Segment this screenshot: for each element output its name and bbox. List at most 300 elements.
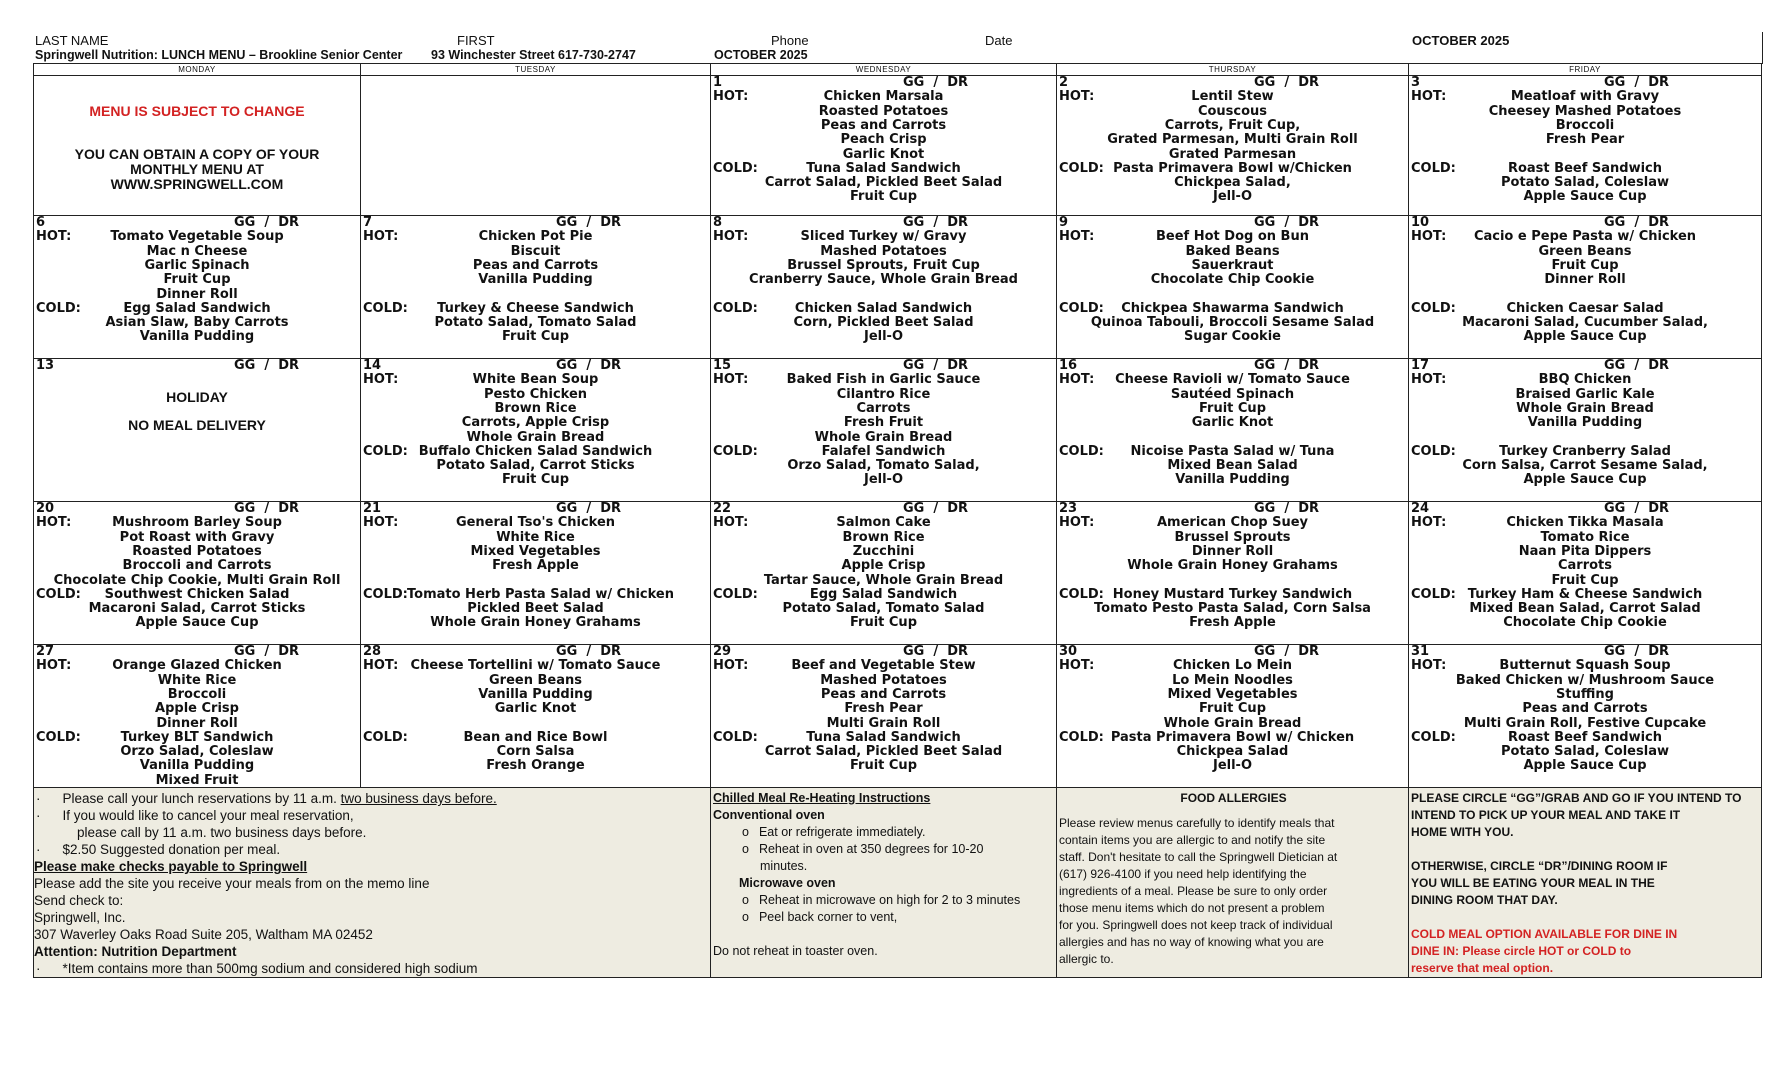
company-address: 307 Waverley Oaks Road Suite 205, Waltham MA 02452 (34, 927, 373, 942)
gg-instruction: INTEND TO PICK UP YOUR MEAL AND TAKE IT (1411, 808, 1681, 822)
hot-menu-item: Fruit Cup (1551, 572, 1619, 588)
hot-label: HOT: (1411, 229, 1447, 245)
cold-option-notice: DINE IN: Please circle HOT or COLD to (1411, 944, 1632, 958)
hot-menu-item: Cheese Ravioli w/ Tomato Sauce (1115, 372, 1350, 388)
hot-label: HOT: (1059, 89, 1095, 105)
dr-instruction: DINING ROOM THAT DAY. (1411, 893, 1558, 907)
cold-label: COLD: (36, 729, 81, 745)
cold-menu-item: Fruit Cup (849, 189, 917, 205)
cold-menu-item: Fruit Cup (501, 329, 569, 345)
gg-dr-option[interactable]: GG / DR (556, 645, 621, 659)
hot-menu-item: Sautéed Spinach (1170, 386, 1295, 402)
cold-menu-item: Chicken Salad Sandwich (794, 300, 973, 316)
cold-menu-item: Fruit Cup (501, 472, 569, 488)
day-cell-3 (1409, 76, 1761, 215)
hot-menu-item: Cheesey Mashed Potatoes (1488, 103, 1682, 119)
cold-label: COLD: (1411, 586, 1456, 602)
hot-label: HOT: (1059, 372, 1095, 388)
hot-menu-item: Brussel Sprouts, Fruit Cup (787, 257, 980, 273)
hot-menu-item: Whole Grain Bread (1516, 400, 1654, 416)
day-number: 10 (1411, 216, 1430, 230)
hot-menu-item: Fruit Cup (1198, 701, 1266, 717)
day-number: 20 (36, 502, 55, 516)
cold-menu-item: Falafel Sandwich (821, 443, 946, 459)
cold-menu-item: Roast Beef Sandwich (1507, 729, 1663, 745)
day-cell-22 (711, 502, 1056, 644)
cold-menu-item: Tuna Salad Sandwich (806, 160, 961, 176)
hot-menu-item: Fruit Cup (1198, 400, 1266, 416)
hot-menu-item: Fresh Fruit (843, 415, 924, 431)
cold-menu-item: Nicoise Pasta Salad w/ Tuna (1130, 443, 1335, 459)
attention-line: Attention: Nutrition Department (34, 944, 237, 959)
cold-menu-item: Pasta Primavera Bowl w/ Chicken (1110, 729, 1355, 745)
month-title-right: OCTOBER 2025 (1412, 33, 1510, 48)
hot-menu-item: Peas and Carrots (1522, 701, 1648, 717)
hot-menu-item: Whole Grain Honey Grahams (1127, 558, 1338, 574)
copy-notice-line: YOU CAN OBTAIN A COPY OF YOUR (74, 146, 320, 162)
hot-label: HOT: (363, 515, 399, 531)
cold-menu-item: Apple Sauce Cup (1523, 758, 1647, 774)
cold-menu-item: Fresh Orange (486, 758, 585, 774)
day-number: 8 (713, 216, 723, 230)
hot-label: HOT: (363, 658, 399, 674)
hot-menu-item: Naan Pita Dippers (1518, 543, 1652, 559)
day-cell-10 (1409, 216, 1761, 358)
cold-menu-item: Macaroni Salad, Carrot Sticks (88, 601, 306, 617)
hot-menu-item: Cheese Tortellini w/ Tomato Sauce (410, 658, 661, 674)
hot-menu-item: Broccoli and Carrots (122, 558, 272, 574)
hot-menu-item: Multi Grain Roll (826, 715, 941, 731)
hot-label: HOT: (36, 658, 72, 674)
gg-dr-option[interactable]: GG / DR (1254, 502, 1319, 516)
hot-menu-item: White Bean Soup (472, 372, 599, 388)
phone-label: Phone (771, 33, 809, 48)
cold-menu-item: Bean and Rice Bowl (463, 729, 608, 745)
cold-menu-item: Roast Beef Sandwich (1507, 160, 1663, 176)
hot-menu-item: Beef and Vegetable Stew (791, 658, 976, 674)
day-number: 1 (713, 76, 723, 90)
hot-menu-item: Apple Crisp (841, 558, 926, 574)
hot-menu-item: Lentil Stew (1191, 89, 1274, 105)
day-number: 6 (36, 216, 46, 230)
day-number: 13 (36, 359, 55, 373)
cold-menu-item: Chickpea Salad (1176, 744, 1289, 760)
cold-menu-item: Corn, Pickled Beet Salad (793, 315, 974, 331)
cold-menu-item: Sugar Cookie (1184, 329, 1281, 345)
gg-dr-option[interactable]: GG / DR (556, 216, 621, 230)
gg-instruction: PLEASE CIRCLE “GG”/GRAB AND GO IF YOU INTEND TO (1411, 791, 1742, 805)
cold-menu-item: Potato Salad, Coleslaw (1501, 175, 1669, 191)
cold-menu-item: Jell-O (863, 329, 903, 345)
allergy-text-line: those menu items which do not present a problem (1059, 901, 1325, 915)
bullet-icon: · (36, 842, 41, 857)
hot-menu-item: Cilantro Rice (836, 386, 931, 402)
hot-menu-item: Green Beans (489, 672, 582, 688)
first-name-label: FIRST (457, 33, 495, 48)
day-cell-15 (711, 359, 1056, 501)
hot-menu-item: Cranberry Sauce, Whole Grain Bread (749, 272, 1018, 288)
day-cell-1 (711, 76, 1056, 215)
hot-menu-item: Dinner Roll (1544, 272, 1626, 288)
gg-dr-option[interactable]: GG / DR (1604, 359, 1669, 373)
hot-menu-item: Fresh Pear (1545, 132, 1625, 148)
cold-menu-item: Egg Salad Sandwich (809, 586, 958, 602)
hot-menu-item: Chicken Marsala (823, 89, 944, 105)
org-title: Springwell Nutrition: LUNCH MENU – Brookline Senior Center (35, 48, 403, 62)
bullet-circle-icon: o (742, 910, 749, 924)
allergy-text-line: contain items you are allergic to and notify the site (1059, 833, 1326, 847)
cold-label: COLD: (713, 443, 758, 459)
conventional-step-cont: minutes. (760, 859, 808, 873)
hot-label: HOT: (1059, 229, 1095, 245)
reservation-line-1: Please call your lunch reservations by 11 a.m. (62, 791, 341, 806)
cold-label: COLD: (36, 300, 81, 316)
hot-menu-item: Peas and Carrots (472, 257, 599, 273)
hot-label: HOT: (713, 372, 749, 388)
dr-instruction: OTHERWISE, CIRCLE “DR”/DINING ROOM IF (1411, 859, 1668, 873)
cold-label: COLD: (713, 586, 758, 602)
day-cell-2 (1057, 76, 1408, 215)
hot-menu-item: BBQ Chicken (1538, 372, 1632, 388)
allergy-text-line: allergic to. (1059, 952, 1114, 966)
day-number: 23 (1059, 502, 1078, 516)
hot-menu-item: Chocolate Chip Cookie, Multi Grain Roll (53, 572, 341, 588)
cancel-line-2: please call by 11 a.m. two business days before. (77, 825, 367, 840)
cold-menu-item: Chicken Caesar Salad (1506, 300, 1664, 316)
gg-dr-option[interactable]: GG / DR (234, 359, 299, 373)
hot-menu-item: Fresh Pear (844, 701, 923, 717)
dr-instruction: YOU WILL BE EATING YOUR MEAL IN THE (1411, 876, 1655, 890)
cold-menu-item: Asian Slaw, Baby Carrots (105, 315, 289, 331)
hot-menu-item: Fruit Cup (1551, 257, 1619, 273)
gg-dr-option[interactable]: GG / DR (903, 502, 968, 516)
gg-dr-option[interactable]: GG / DR (556, 502, 621, 516)
hot-menu-item: Garlic Knot (842, 146, 925, 162)
hot-label: HOT: (713, 515, 749, 531)
cold-menu-item: Honey Mustard Turkey Sandwich (1112, 586, 1353, 602)
cold-menu-item: Fresh Apple (1189, 615, 1276, 631)
hot-menu-item: Biscuit (510, 243, 561, 259)
gg-dr-option[interactable]: GG / DR (1604, 645, 1669, 659)
hot-menu-item: Brown Rice (842, 529, 925, 545)
day-cell-7 (361, 216, 710, 358)
food-allergies (1057, 788, 1408, 977)
gg-dr-option[interactable]: GG / DR (903, 76, 968, 90)
cold-menu-item: Apple Sauce Cup (1523, 189, 1647, 205)
hot-menu-item: Peas and Carrots (820, 686, 947, 702)
grab-and-go-instructions (1409, 788, 1761, 977)
hot-label: HOT: (1411, 89, 1447, 105)
cold-label: COLD: (713, 729, 758, 745)
hot-menu-item: Orange Glazed Chicken (112, 658, 282, 674)
company-name: Springwell, Inc. (34, 910, 126, 925)
cold-label: COLD: (1411, 443, 1456, 459)
grid-line (33, 977, 1762, 978)
cold-label: COLD: (1411, 729, 1456, 745)
hot-menu-item: White Rice (157, 672, 237, 688)
cold-label: COLD: (1059, 586, 1104, 602)
cold-option-notice: COLD MEAL OPTION AVAILABLE FOR DINE IN (1411, 927, 1678, 941)
cold-menu-item: Southwest Chicken Salad (104, 586, 290, 602)
day-name-tuesday: TUESDAY (515, 65, 556, 74)
day-cell-29 (711, 645, 1056, 787)
hot-menu-item: Chicken Tikka Masala (1506, 515, 1664, 531)
allergy-title: FOOD ALLERGIES (1180, 791, 1287, 805)
cold-menu-item: Egg Salad Sandwich (123, 300, 271, 316)
gg-dr-option[interactable]: GG / DR (1254, 76, 1319, 90)
day-cell-27 (34, 645, 360, 787)
allergy-text-line: ingredients of a meal. Please be sure to only order (1059, 884, 1328, 898)
hot-label: HOT: (713, 89, 749, 105)
hot-menu-item: General Tso's Chicken (455, 515, 616, 531)
reservation-deadline: two business days before. (340, 791, 497, 806)
hot-menu-item: Whole Grain Bread (814, 429, 953, 445)
month-title-left: OCTOBER 2025 (714, 48, 808, 62)
day-number: 7 (363, 216, 373, 230)
cold-menu-item: Carrot Salad, Pickled Beet Salad (764, 175, 1003, 191)
cold-menu-item: Turkey & Cheese Sandwich (437, 300, 634, 316)
hot-menu-item: Mashed Potatoes (820, 243, 947, 259)
cold-label: COLD: (1059, 160, 1104, 176)
allergy-text-line: Please review menus carefully to identify meals that (1059, 816, 1335, 830)
day-number: 21 (363, 502, 382, 516)
gg-dr-option[interactable]: GG / DR (1254, 359, 1319, 373)
checks-payable: Please make checks payable to Springwell (34, 859, 308, 874)
hot-menu-item: Carrots, Fruit Cup, (1164, 117, 1301, 133)
day-cell-23 (1057, 502, 1408, 644)
hot-menu-item: Baked Fish in Garlic Sauce (786, 372, 981, 388)
reheating-instructions (711, 788, 1056, 977)
send-check-label: Send check to: (34, 893, 124, 908)
cold-menu-item: Potato Salad, Tomato Salad (434, 315, 637, 331)
hot-menu-item: Garlic Knot (1191, 415, 1274, 431)
cold-option-notice: reserve that meal option. (1411, 961, 1554, 975)
reservation-info (34, 788, 710, 977)
hot-menu-item: Braised Garlic Kale (1515, 386, 1655, 402)
bullet-icon: · (36, 961, 41, 976)
hot-menu-item: Mashed Potatoes (820, 672, 947, 688)
hot-menu-item: Tomato Rice (1540, 529, 1630, 545)
hot-menu-item: Beef Hot Dog on Bun (1156, 229, 1309, 245)
cold-menu-item: Potato Salad, Coleslaw (1501, 744, 1669, 760)
cold-menu-item: Quinoa Tabouli, Broccoli Sesame Salad (1090, 315, 1375, 331)
cold-label: COLD: (1059, 300, 1104, 316)
day-cell-17 (1409, 359, 1761, 501)
hot-menu-item: Dinner Roll (1191, 543, 1274, 559)
reheat-title: Chilled Meal Re-Heating Instructions (713, 791, 931, 805)
cold-label: COLD: (36, 586, 81, 602)
cold-label: COLD: (1411, 300, 1456, 316)
day-name-monday: MONDAY (178, 65, 216, 74)
cold-menu-item: Potato Salad, Tomato Salad (782, 601, 985, 617)
hot-menu-item: Mixed Vegetables (1167, 686, 1298, 702)
hot-menu-item: Roasted Potatoes (818, 103, 949, 119)
cancel-line-1: If you would like to cancel your meal reservation, (62, 808, 354, 823)
day-name-wednesday: WEDNESDAY (855, 65, 912, 74)
cold-menu-item: Carrot Salad, Pickled Beet Salad (764, 744, 1003, 760)
hot-label: HOT: (36, 229, 72, 245)
no-delivery-label: NO MEAL DELIVERY (128, 417, 266, 433)
hot-menu-item: Brussel Sprouts (1174, 529, 1291, 545)
cold-menu-item: Jell-O (1212, 758, 1252, 774)
cold-menu-item: Mixed Bean Salad (1167, 458, 1298, 474)
allergy-text-line: (617) 926-4100 if you need help identifying the (1059, 867, 1307, 881)
memo-line: Please add the site you receive your meals from on the memo line (34, 876, 430, 891)
hot-menu-item: Tomato Vegetable Soup (110, 229, 284, 245)
hot-menu-item: Dinner Roll (156, 715, 238, 731)
hot-menu-item: Tartar Sauce, Whole Grain Bread (763, 572, 1004, 588)
cold-label: COLD: (1059, 729, 1104, 745)
hot-menu-item: Pot Roast with Gravy (119, 529, 275, 545)
day-cell-8 (711, 216, 1056, 358)
day-number: 16 (1059, 359, 1078, 373)
cold-menu-item: Pickled Beet Salad (467, 601, 604, 617)
cold-menu-item: Tomato Herb Pasta Salad w/ Chicken (407, 586, 675, 602)
day-number: 15 (713, 359, 732, 373)
hot-menu-item: Dinner Roll (156, 286, 238, 302)
sodium-note: *Item contains more than 500mg sodium and considered high sodium (62, 961, 478, 976)
cold-menu-item: Whole Grain Honey Grahams (430, 615, 641, 631)
hot-label: HOT: (1059, 515, 1095, 531)
day-number: 2 (1059, 76, 1069, 90)
hot-menu-item: Roasted Potatoes (132, 543, 262, 559)
hot-menu-item: Couscous (1197, 103, 1268, 119)
gg-dr-option[interactable]: GG / DR (903, 359, 968, 373)
cold-menu-item: Vanilla Pudding (1175, 472, 1290, 488)
day-number: 30 (1059, 645, 1078, 659)
hot-menu-item: Fresh Apple (492, 558, 579, 574)
holiday-label: HOLIDAY (166, 389, 228, 405)
last-name-label: LAST NAME (35, 33, 109, 48)
hot-menu-item: Chicken Lo Mein (1172, 658, 1293, 674)
hot-menu-item: Whole Grain Bread (1163, 715, 1302, 731)
cold-menu-item: Tomato Pesto Pasta Salad, Corn Salsa (1094, 601, 1371, 617)
bullet-circle-icon: o (742, 893, 749, 907)
website-link[interactable]: WWW.SPRINGWELL.COM (110, 176, 284, 192)
gg-dr-option[interactable]: GG / DR (903, 216, 968, 230)
hot-menu-item: Mixed Vegetables (470, 543, 601, 559)
cold-menu-item: Fruit Cup (849, 758, 917, 774)
hot-label: HOT: (1411, 372, 1447, 388)
cold-menu-item: Corn Salsa (496, 744, 575, 760)
conventional-step: Reheat in oven at 350 degrees for 10-20 (758, 842, 984, 856)
microwave-title: Microwave oven (739, 876, 836, 890)
hot-menu-item: Stuffing (1556, 686, 1614, 702)
hot-menu-item: Chocolate Chip Cookie (1150, 272, 1315, 288)
cold-label: COLD: (363, 729, 408, 745)
cold-label: COLD: (1411, 160, 1456, 176)
bullet-circle-icon: o (742, 842, 749, 856)
day-number: 24 (1411, 502, 1430, 516)
gg-dr-option[interactable]: GG / DR (234, 502, 299, 516)
gg-dr-option[interactable]: GG / DR (903, 645, 968, 659)
cold-label: COLD: (713, 300, 758, 316)
hot-menu-item: Peas and Carrots (820, 117, 947, 133)
gg-dr-option[interactable]: GG / DR (1604, 216, 1669, 230)
allergy-text-line: for you. Springwell does not keep track of individual (1059, 918, 1333, 932)
toaster-warning: Do not reheat in toaster oven. (713, 944, 878, 958)
microwave-step: Reheat in microwave on high for 2 to 3 minutes (758, 893, 1021, 907)
cold-label: COLD: (363, 443, 408, 459)
hot-menu-item: Garlic Spinach (144, 257, 250, 273)
gg-dr-option[interactable]: GG / DR (1254, 645, 1319, 659)
site-address: 93 Winchester Street 617-730-2747 (431, 48, 636, 62)
hot-label: HOT: (713, 658, 749, 674)
day-number: 3 (1411, 76, 1421, 90)
hot-menu-item: Pesto Chicken (483, 386, 588, 402)
day-number: 14 (363, 359, 382, 373)
hot-menu-item: Grated Parmesan, Multi Grain Roll (1107, 132, 1358, 148)
cold-label: COLD: (363, 586, 408, 602)
bullet-circle-icon: o (742, 825, 749, 839)
day-number: 17 (1411, 359, 1430, 373)
bullet-icon: · (36, 791, 41, 806)
cold-menu-item: Chickpea Shawarma Sandwich (1121, 300, 1344, 316)
hot-menu-item: Sauerkraut (1191, 257, 1274, 273)
hot-menu-item: Carrots (856, 400, 911, 416)
cold-menu-item: Turkey Cranberry Salad (1499, 443, 1671, 459)
hot-menu-item: Vanilla Pudding (1527, 415, 1643, 431)
hot-menu-item: Zucchini (852, 543, 915, 559)
conventional-step: Eat or refrigerate immediately. (758, 825, 926, 839)
gg-dr-option[interactable]: GG / DR (234, 645, 299, 659)
day-number: 29 (713, 645, 732, 659)
hot-menu-item: Grated Parmesan (1168, 146, 1297, 162)
day-number: 27 (36, 645, 55, 659)
hot-menu-item: Baked Chicken w/ Mushroom Sauce (1455, 672, 1715, 688)
gg-dr-option[interactable]: GG / DR (556, 359, 621, 373)
day-number: 9 (1059, 216, 1069, 230)
day-cell-21 (361, 502, 710, 644)
hot-menu-item: White Rice (496, 529, 575, 545)
donation-line: $2.50 Suggested donation per meal. (62, 842, 281, 857)
cold-menu-item: Corn Salsa, Carrot Sesame Salad, (1462, 458, 1708, 474)
cold-menu-item: Jell-O (863, 472, 903, 488)
hot-label: HOT: (363, 372, 399, 388)
hot-menu-item: Vanilla Pudding (478, 686, 593, 702)
cold-menu-item: Vanilla Pudding (139, 329, 255, 345)
hot-menu-item: Sliced Turkey w/ Gravy (800, 229, 967, 245)
hot-menu-item: Broccoli (167, 686, 227, 702)
conventional-oven-title: Conventional oven (713, 808, 825, 822)
cold-menu-item: Mixed Bean Salad, Carrot Salad (1469, 601, 1701, 617)
hot-menu-item: Whole Grain Bread (466, 429, 605, 445)
hot-menu-item: Cacio e Pepe Pasta w/ Chicken (1473, 229, 1697, 245)
day-name-thursday: THURSDAY (1208, 65, 1257, 74)
day-number: 31 (1411, 645, 1430, 659)
cold-label: COLD: (363, 300, 408, 316)
gg-dr-option[interactable]: GG / DR (1254, 216, 1319, 230)
hot-menu-item: Vanilla Pudding (478, 272, 593, 288)
day-cell-20 (34, 502, 360, 644)
gg-dr-option[interactable]: GG / DR (1604, 502, 1669, 516)
hot-menu-item: Multi Grain Roll, Festive Cupcake (1463, 715, 1707, 731)
cold-menu-item: Orzo Salad, Coleslaw (120, 744, 274, 760)
cold-menu-item: Orzo Salad, Tomato Salad, (787, 458, 980, 474)
cold-menu-item: Chickpea Salad, (1174, 175, 1291, 191)
day-cell-28 (361, 645, 710, 787)
hot-menu-item: Garlic Knot (494, 701, 577, 717)
cold-menu-item: Buffalo Chicken Salad Sandwich (418, 443, 653, 459)
hot-label: HOT: (363, 229, 399, 245)
gg-dr-option[interactable]: GG / DR (1604, 76, 1669, 90)
day-cell-30 (1057, 645, 1408, 787)
day-cell-16 (1057, 359, 1408, 501)
cold-menu-item: Apple Sauce Cup (1523, 329, 1647, 345)
hot-menu-item: Green Beans (1538, 243, 1632, 259)
gg-dr-option[interactable]: GG / DR (234, 216, 299, 230)
cold-menu-item: Apple Sauce Cup (135, 615, 259, 631)
